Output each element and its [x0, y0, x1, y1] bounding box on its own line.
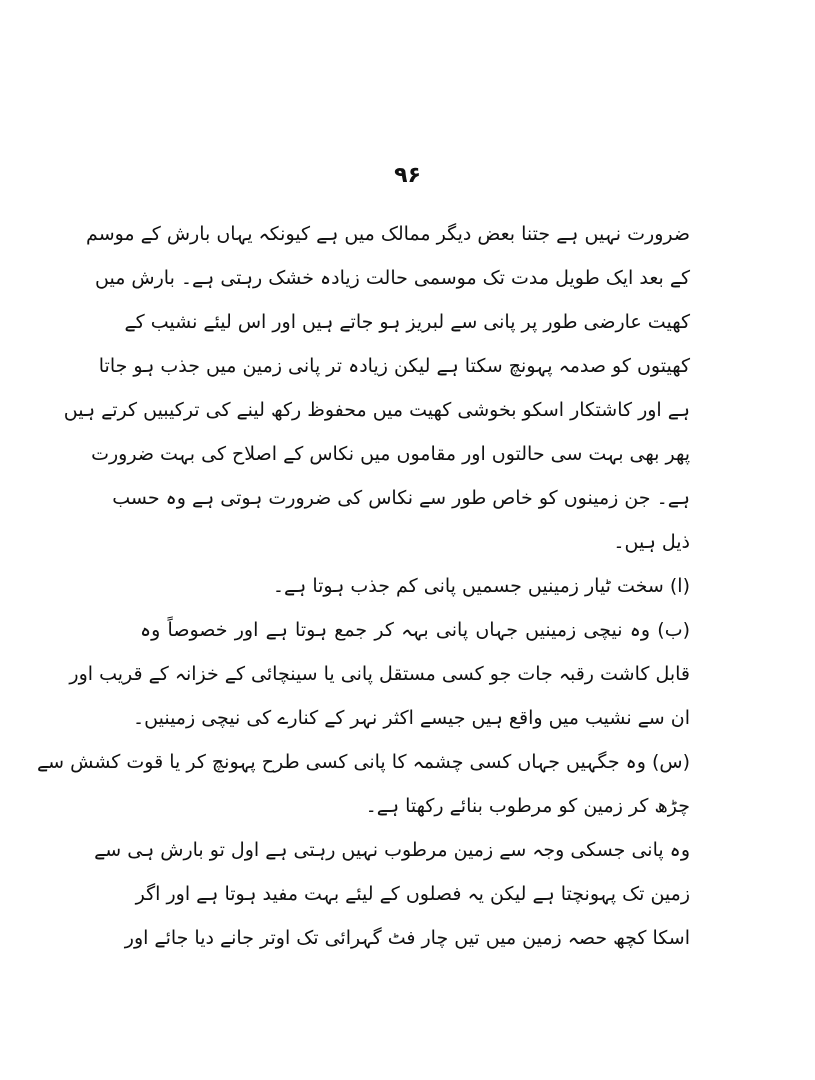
list-item-a: (ا) سخت ٹیار زمینیں جسمیں پانی کم جذب ہوتا ہے۔	[272, 575, 690, 597]
text-line: ان سے نشیب میں واقع ہیں جیسے اکثر نہر کے کنارے کی نیچی زمینیں۔	[133, 707, 690, 729]
text-line: ہے اور کاشتکار اسکو بخوشی کھیت میں محفوظ رکھ لینے کی ترکیبیں کرتے ہیں	[63, 399, 690, 421]
text-line: اسکا کچھ حصہ زمین میں تیں چار فٹ گہرائی تک اوتر جانے دیا جائے اور	[124, 927, 690, 949]
text-line: کے بعد ایک طویل مدت تک موسمی حالت زیادہ خشک رہتی ہے۔ بارش میں	[95, 267, 690, 289]
text-line: قابل کاشت رقبہ جات جو کسی مستقل پانی یا سینچائی کے خزانہ کے قریب اور	[69, 663, 690, 685]
text-line: کھیت عارضی طور پر پانی سے لبریز ہو جاتے ہیں اور اس لیئے نشیب کے	[124, 311, 690, 333]
body-text	[37, 212, 690, 960]
text-line: ہے۔ جن زمینوں کو خاص طور سے نکاس کی ضرورت ہوتی ہے وہ حسب	[112, 487, 690, 509]
text-line: چڑھ کر زمین کو مرطوب بنائے رکھتا ہے۔	[365, 795, 690, 817]
text-line: ذیل ہیں۔	[613, 531, 690, 553]
text-line: کھیتوں کو صدمہ پہونچ سکتا ہے لیکن زیادہ تر پانی زمین میں جذب ہو جاتا	[98, 355, 690, 377]
text-line: پھر بھی بہت سی حالتوں اور مقاموں میں نکاس کے اصلاح کی بہت ضرورت	[91, 443, 690, 465]
text-line: ضرورت نہیں ہے جتنا بعض دیگر ممالک میں ہے کیونکہ یہاں بارش کے موسم	[86, 223, 690, 245]
text-line: زمین تک پہونچتا ہے لیکن یہ فصلوں کے لیئے بہت مفید ہوتا ہے اور اگر	[135, 883, 690, 905]
list-item-c: (س) وہ جگہیں جہاں کسی چشمہ کا پانی کسی طرح پہونچ کر یا قوت کشش سے	[37, 751, 690, 773]
page-number: ۹۶	[394, 163, 421, 188]
text-line: وہ پانی جسکی وجہ سے زمین مرطوب نہیں رہتی ہے اول تو بارش ہی سے	[94, 839, 690, 861]
list-item-b: (ب) وہ نیچی زمینیں جہاں پانی بہہ کر جمع ہوتا ہے اور خصوصاً وہ	[140, 619, 690, 641]
